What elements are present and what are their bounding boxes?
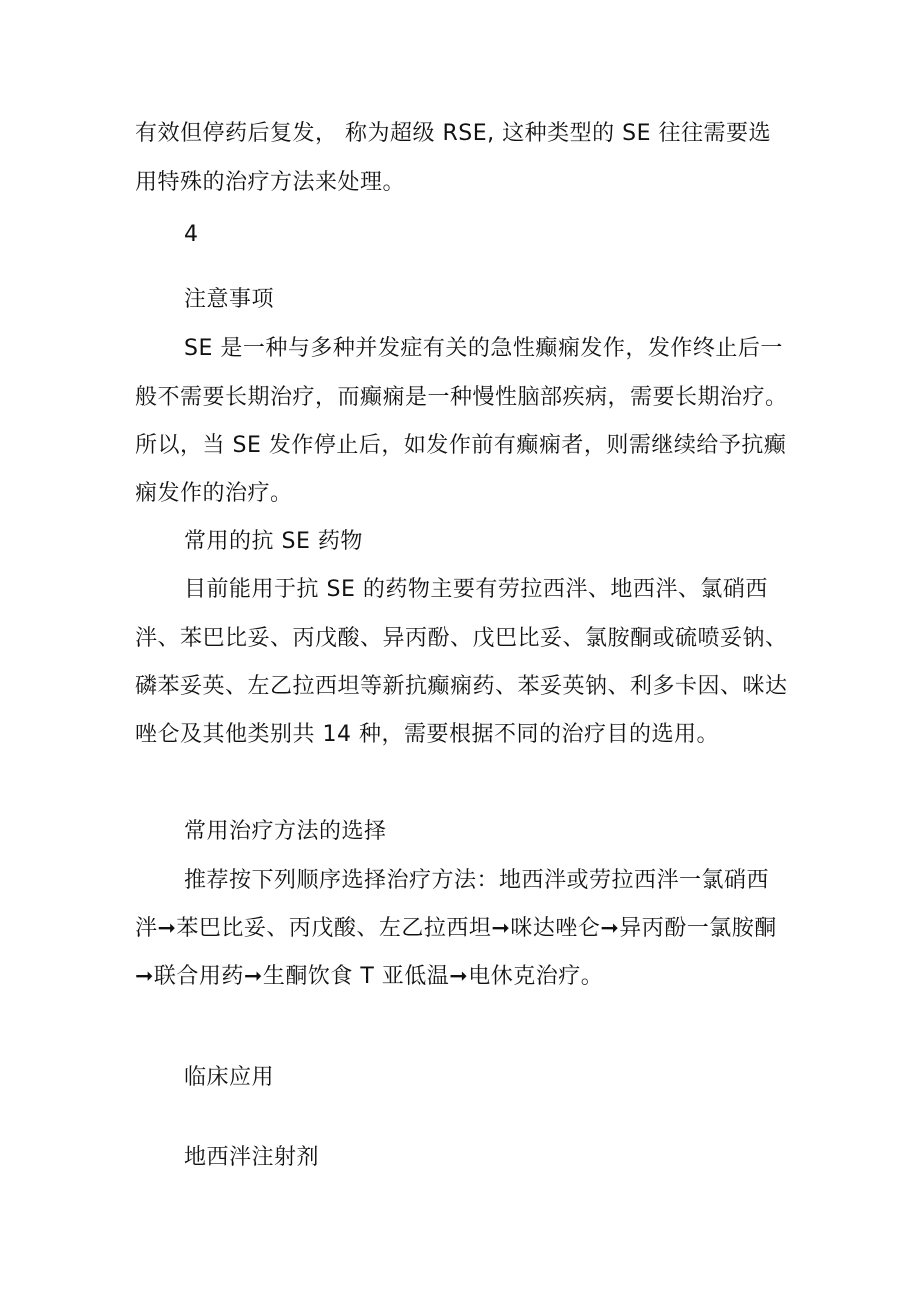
heading-common-drugs: 常用的抗 SE 药物: [184, 529, 363, 554]
paragraph-line-5: 所以，当 SE 发作停止后，如发作前有癫痫者，则需继续给予抗癫: [135, 433, 787, 458]
paragraph-line-9: 磷苯妥英、左乙拉西坦等新抗癫痫药、苯妥英钠、利多卡因、咪达: [135, 674, 788, 699]
paragraph-line-4: 般不需要长期治疗，而癫痫是一种慢性脑部疾病，需要长期治疗。: [135, 385, 788, 410]
paragraph-line-12: 泮➞苯巴比妥、丙戊酸、左乙拉西坦➞咪达唑仑➞异丙酚一氯胺酮: [135, 916, 777, 941]
heading-clinical-use: 临床应用: [184, 1065, 275, 1090]
paragraph-line-1: 有效但停药后复发， 称为超级 RSE, 这种类型的 SE 往往需要选: [135, 121, 771, 146]
paragraph-line-7: 目前能用于抗 SE 的药物主要有劳拉西泮、地西泮、氯硝西: [184, 577, 768, 602]
paragraph-line-2: 用特殊的治疗方法来处理。: [135, 170, 406, 195]
section-number: 4: [184, 222, 199, 247]
heading-diazepam-injection: 地西泮注射剂: [184, 1145, 320, 1170]
paragraph-line-6: 痫发作的治疗。: [135, 481, 293, 506]
paragraph-line-10: 唑仑及其他类别共 14 种，需要根据不同的治疗目的选用。: [135, 722, 719, 747]
heading-treatment-selection: 常用治疗方法的选择: [184, 819, 387, 844]
paragraph-line-11: 推荐按下列顺序选择治疗方法：地西泮或劳拉西泮一氯硝西: [184, 868, 770, 893]
paragraph-line-13: ➞联合用药➞生酮饮食 T 亚低温➞电休克治疗。: [135, 964, 604, 989]
paragraph-line-3: SE 是一种与多种并发症有关的急性癫痫发作，发作终止后一: [184, 336, 783, 361]
paragraph-line-8: 泮、苯巴比妥、丙戊酸、异丙酚、戊巴比妥、氯胺酮或硫喷妥钠、: [135, 626, 788, 651]
heading-precautions: 注意事项: [184, 287, 275, 312]
